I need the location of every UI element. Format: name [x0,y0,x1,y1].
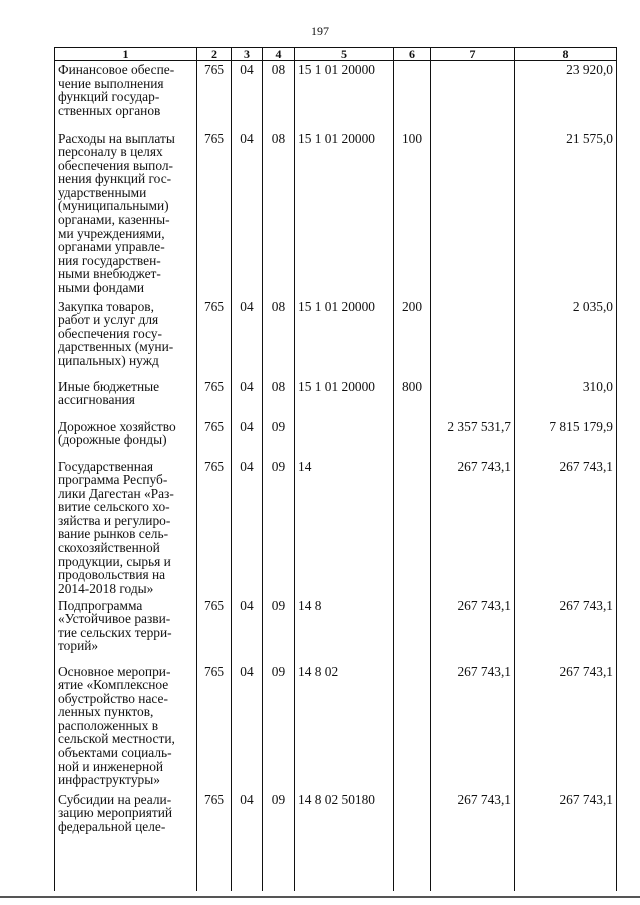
target-article-cell [295,418,394,458]
row-name-line: Расходы на выплаты [58,130,175,146]
row-name-line: витие сельского хо- [58,499,170,515]
expense-type-cell [394,458,431,597]
admin-code-cell: 765 [197,61,232,130]
row-name-line: 2014-2018 годы» [58,580,154,596]
column-header: 2 [197,48,232,61]
subsection-cell: 09 [263,791,295,891]
admin-code-cell: 765 [197,298,232,378]
row-name-line: ударственными [58,184,147,200]
row-name-line: ципальных) нужд [58,352,159,368]
row-name-line: федеральной целе- [58,818,166,834]
row-name-line: чение выполнения [58,75,164,91]
row-name-line: Закупка товаров, [58,298,154,314]
section-cell: 04 [232,378,263,418]
amount-col7-cell [431,378,515,418]
row-name-line: органами, казенны- [58,212,170,228]
subsection-cell: 08 [263,298,295,378]
row-name-cell [55,663,197,791]
scan-bottom-edge [0,896,640,898]
subsection-cell: 09 [263,663,295,791]
expense-type-cell [394,597,431,663]
target-article-cell: 14 8 02 [295,663,394,791]
row-name-cell [55,458,197,597]
expense-type-cell: 200 [394,298,431,378]
column-header: 7 [431,48,515,61]
target-article-cell: 15 1 01 20000 [295,378,394,418]
header-row [55,48,617,61]
row-name-line: Дорожное хозяйство [58,418,176,434]
admin-code-cell: 765 [197,597,232,663]
row-name-line: ной и инженерной [58,758,164,774]
row-name-line: лики Дагестан «Раз- [58,485,174,501]
row-name-cell [55,298,197,378]
row-name-line: вание рынков сель- [58,526,169,542]
page-number: 197 [311,24,329,38]
row-name-line: органами управле- [58,239,165,255]
expense-type-cell [394,418,431,458]
admin-code-cell: 765 [197,130,232,298]
target-article-cell: 14 8 [295,597,394,663]
amount-col7-cell [431,61,515,130]
row-name-line: ми учреждениями, [58,225,165,241]
row-name-line: продукции, сырья и [58,553,171,569]
section-cell: 04 [232,663,263,791]
amount-col7-cell: 267 743,1 [431,458,515,597]
subsection-cell: 09 [263,458,295,597]
target-article-cell: 14 8 02 50180 [295,791,394,891]
table-row [55,418,617,458]
amount-col8-cell: 267 743,1 [515,663,617,791]
row-name-line: ственных органов [58,102,161,118]
row-name-line: ния государствен- [58,252,161,268]
row-name-line: (муниципальными) [58,198,169,214]
row-name-line: нения функций гос- [58,171,172,187]
row-name-line: инфраструктуры» [58,772,160,788]
column-header: 3 [232,48,263,61]
row-name-line: зацию мероприятий [58,805,173,821]
amount-col8-cell: 267 743,1 [515,597,617,663]
row-name-cell [55,791,197,891]
row-name-line: Основное меропри- [58,663,171,679]
admin-code-cell: 765 [197,791,232,891]
table-row [55,791,617,891]
row-name-line: ленных пунктов, [58,704,154,720]
column-header: 6 [394,48,431,61]
target-article-cell: 15 1 01 20000 [295,298,394,378]
row-name-line: обеспечения выпол- [58,157,173,173]
row-name-line: объектами социаль- [58,745,172,761]
row-name-line: работ и услуг для [58,312,159,328]
row-name-line: Субсидии на реали- [58,791,172,807]
row-name-cell [55,597,197,663]
row-name-line: функций государ- [58,89,160,105]
target-article-cell: 14 [295,458,394,597]
column-header: 1 [55,48,197,61]
row-name-line: скохозяйственной [58,540,160,556]
section-cell: 04 [232,298,263,378]
table-row [55,663,617,791]
expense-type-cell [394,61,431,130]
table-row [55,378,617,418]
section-cell: 04 [232,791,263,891]
row-name-line: «Устойчивое разви- [58,611,171,627]
row-name-line: зяйства и регулиро- [58,512,171,528]
row-name-line: ассигнования [58,392,135,408]
amount-col7-cell [431,298,515,378]
amount-col7-cell: 267 743,1 [431,791,515,891]
column-header: 5 [295,48,394,61]
row-name-cell [55,418,197,458]
amount-col7-cell: 2 357 531,7 [431,418,515,458]
section-cell: 04 [232,418,263,458]
expense-type-cell [394,663,431,791]
amount-col7-cell: 267 743,1 [431,663,515,791]
section-cell: 04 [232,61,263,130]
section-cell: 04 [232,130,263,298]
row-name-line: ными внебюджет- [58,266,161,282]
table-row [55,130,617,298]
target-article-cell: 15 1 01 20000 [295,130,394,298]
budget-table [54,47,617,891]
amount-col8-cell: 267 743,1 [515,458,617,597]
subsection-cell: 09 [263,597,295,663]
amount-col8-cell: 23 920,0 [515,61,617,130]
admin-code-cell: 765 [197,663,232,791]
subsection-cell: 09 [263,418,295,458]
row-name-line: Финансовое обеспе- [58,62,175,77]
column-header: 4 [263,48,295,61]
subsection-cell: 08 [263,130,295,298]
amount-col7-cell: 267 743,1 [431,597,515,663]
amount-col8-cell: 21 575,0 [515,130,617,298]
row-name-line: Государственная [58,458,154,474]
admin-code-cell: 765 [197,378,232,418]
table-row [55,298,617,378]
expense-type-cell: 800 [394,378,431,418]
row-name-line: персоналу в целях [58,144,163,160]
subsection-cell: 08 [263,61,295,130]
row-name-line: продовольствия на [58,567,166,583]
row-name-line: сельской местности, [58,731,175,747]
row-name-line: ными фондами [58,280,145,296]
row-name-line: тие сельских терри- [58,624,172,640]
row-name-cell [55,378,197,418]
row-name-line: расположенных в [58,717,159,733]
target-article-cell: 15 1 01 20000 [295,61,394,130]
section-cell: 04 [232,597,263,663]
table-row [55,458,617,597]
column-header: 8 [515,48,617,61]
amount-col8-cell: 310,0 [515,378,617,418]
row-name-line: торий» [58,638,99,654]
admin-code-cell: 765 [197,458,232,597]
row-name-line: Иные бюджетные [58,378,160,394]
section-cell: 04 [232,458,263,597]
admin-code-cell: 765 [197,418,232,458]
row-name-line: программа Респуб- [58,472,168,488]
amount-col8-cell: 2 035,0 [515,298,617,378]
table-row [55,61,617,130]
row-name-line: обустройство насе- [58,690,168,706]
subsection-cell: 08 [263,378,295,418]
row-name-line: ятие «Комплексное [58,677,169,693]
row-name-line: Подпрограмма [58,597,143,613]
row-name-line: дарственных (муни- [58,339,174,355]
row-name-line: обеспечения госу- [58,325,162,341]
expense-type-cell: 100 [394,130,431,298]
amount-col8-cell: 7 815 179,9 [515,418,617,458]
amount-col7-cell [431,130,515,298]
row-name-cell [55,130,197,298]
expense-type-cell [394,791,431,891]
amount-col8-cell: 267 743,1 [515,791,617,891]
row-name-cell [55,61,197,130]
table-row [55,597,617,663]
row-name-line: (дорожные фонды) [58,432,167,448]
